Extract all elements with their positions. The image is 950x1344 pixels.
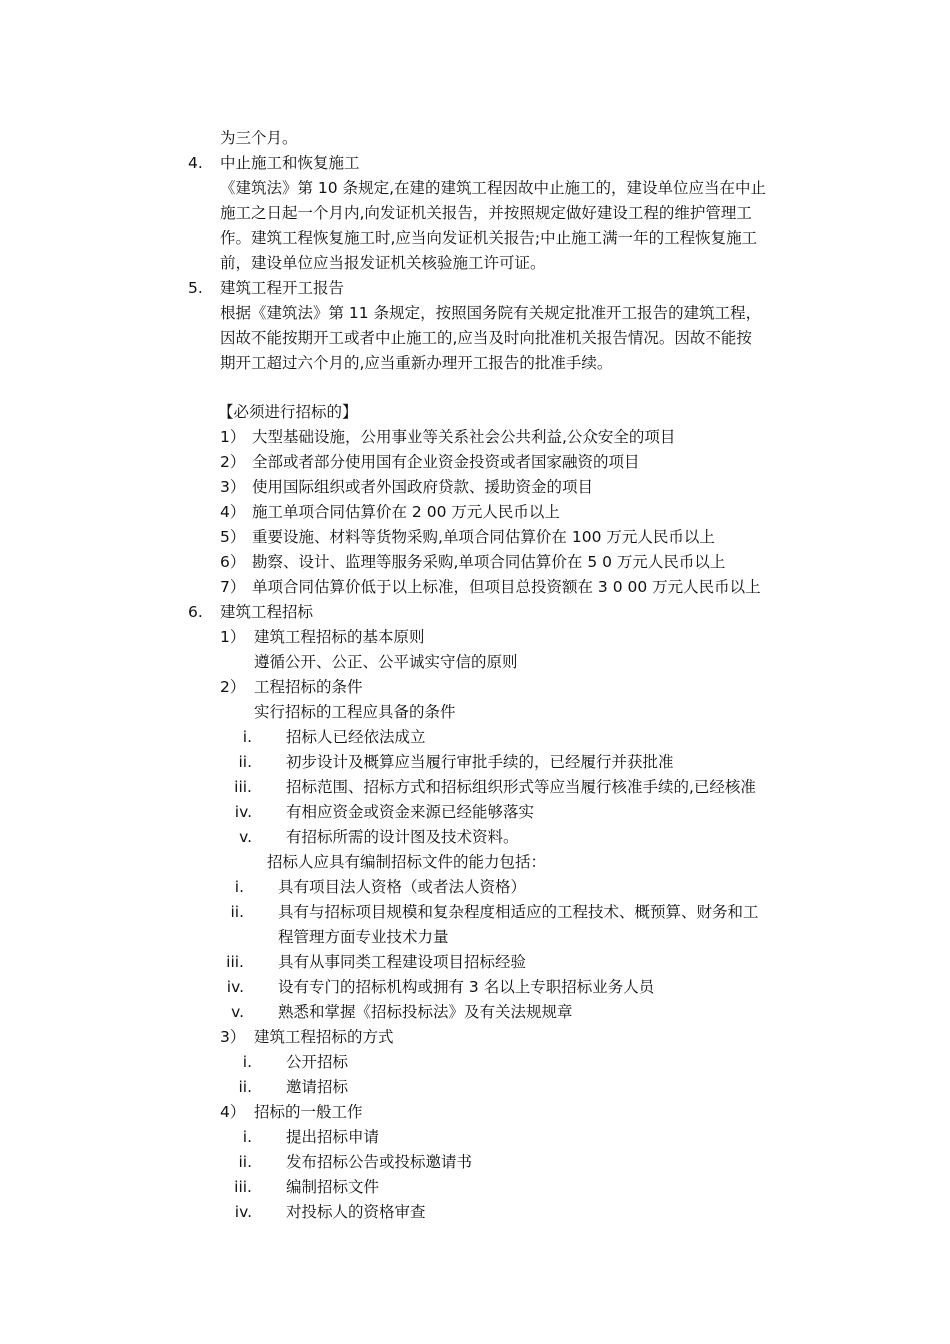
list-number: 4）	[220, 503, 246, 521]
list-number: 6）	[220, 553, 246, 571]
roman-number: i.	[242, 1053, 252, 1071]
paragraph-line: 因故不能按期开工或者中止施工的,应当及时向批准机关报告情况。因故不能按	[220, 329, 752, 347]
list-item: 单项合同估算价低于以上标准，但项目总投资额在 3 0 00 万元人民币以上	[252, 578, 761, 596]
subsection-number: 4）	[220, 1103, 246, 1121]
section-title: 建筑工程开工报告	[220, 279, 345, 297]
list-item: 提出招标申请	[286, 1128, 380, 1146]
roman-number: ii.	[230, 903, 244, 921]
paragraph-line: 遵循公开、公正、公平诚实守信的原则	[254, 653, 518, 671]
list-item: 具有从事同类工程建设项目招标经验	[278, 953, 527, 971]
paragraph-line: 招标人应具有编制招标文件的能力包括：	[267, 853, 547, 871]
list-item: 熟悉和掌握《招标投标法》及有关法规规章	[278, 1003, 573, 1021]
paragraph-line: 期开工超过六个月的,应当重新办理开工报告的批准手续。	[220, 354, 613, 372]
roman-number: iii.	[226, 953, 244, 971]
list-item: 大型基础设施，公用事业等关系社会公共利益,公众安全的项目	[252, 428, 676, 446]
bracket-heading: 【必须进行招标的】	[218, 403, 358, 421]
roman-number: v.	[231, 1003, 244, 1021]
section-title: 中止施工和恢复施工	[220, 154, 360, 172]
list-item: 施工单项合同估算价在 2 00 万元人民币以上	[252, 503, 560, 521]
subsection-number: 3）	[220, 1028, 246, 1046]
roman-number: i.	[242, 1128, 252, 1146]
list-item: 初步设计及概算应当履行审批手续的，已经履行并获批准	[286, 753, 674, 771]
list-item: 勘察、设计、监理等服务采购,单项合同估算价在 5 0 万元人民币以上	[252, 553, 726, 571]
section-number: 5.	[188, 279, 203, 297]
subsection-title: 工程招标的条件	[254, 678, 363, 696]
roman-number: ii.	[238, 753, 252, 771]
subsection-number: 2）	[220, 678, 246, 696]
subsection-title: 建筑工程招标的基本原则	[254, 628, 425, 646]
list-item: 设有专门的招标机构或拥有 3 名以上专职招标业务人员	[278, 978, 655, 996]
subsection-title: 招标的一般工作	[254, 1103, 363, 1121]
paragraph-line: 作。建筑工程恢复施工时,应当向发证机关报告;中止施工满一年的工程恢复施工	[220, 229, 758, 247]
roman-number: i.	[234, 878, 244, 896]
list-item: 编制招标文件	[286, 1178, 380, 1196]
roman-number: v.	[239, 828, 252, 846]
list-item: 对投标人的资格审查	[286, 1203, 426, 1221]
paragraph-line: 为三个月。	[220, 129, 298, 147]
section-number: 4.	[188, 154, 203, 172]
list-item-continuation: 程管理方面专业技术力量	[278, 928, 449, 946]
subsection-number: 1）	[220, 628, 246, 646]
roman-number: iv.	[234, 1203, 252, 1221]
list-number: 7）	[220, 578, 246, 596]
roman-number: iii.	[234, 1178, 252, 1196]
roman-number: iv.	[226, 978, 244, 996]
paragraph-line: 《建筑法》第 10 条规定,在建的建筑工程因故中止施工的，建设单位应当在中止	[220, 179, 767, 197]
list-item: 招标范围、招标方式和招标组织形式等应当履行核准手续的,已经核准	[286, 778, 756, 796]
roman-number: ii.	[238, 1153, 252, 1171]
list-number: 5）	[220, 528, 246, 546]
section-title: 建筑工程招标	[220, 603, 314, 621]
list-number: 3）	[220, 478, 246, 496]
list-item: 全部或者部分使用国有企业资金投资或者国家融资的项目	[252, 453, 640, 471]
list-item: 使用国际组织或者外国政府贷款、援助资金的项目	[252, 478, 594, 496]
list-item: 具有与招标项目规模和复杂程度相适应的工程技术、概预算、财务和工	[278, 903, 759, 921]
paragraph-line: 根据《建筑法》第 11 条规定，按照国务院有关规定批准开工报告的建筑工程，	[220, 304, 762, 322]
list-item: 邀请招标	[286, 1078, 349, 1096]
paragraph-line: 前，建设单位应当报发证机关核验施工许可证。	[220, 254, 546, 272]
list-item: 有招标所需的设计图及技术资料。	[286, 828, 519, 846]
list-item: 有相应资金或资金来源已经能够落实	[286, 803, 535, 821]
roman-number: i.	[242, 728, 252, 746]
subsection-title: 建筑工程招标的方式	[254, 1028, 394, 1046]
list-item: 公开招标	[286, 1053, 349, 1071]
paragraph-line: 实行招标的工程应具备的条件	[254, 703, 456, 721]
paragraph-line: 施工之日起一个月内,向发证机关报告，并按照规定做好建设工程的维护管理工	[220, 204, 752, 222]
roman-number: iii.	[234, 778, 252, 796]
list-number: 1）	[220, 428, 246, 446]
section-number: 6.	[188, 603, 203, 621]
list-item: 具有项目法人资格（或者法人资格）	[278, 878, 527, 896]
list-item: 重要设施、材料等货物采购,单项合同估算价在 100 万元人民币以上	[252, 528, 715, 546]
roman-number: iv.	[234, 803, 252, 821]
list-item: 发布招标公告或投标邀请书	[286, 1153, 473, 1171]
roman-number: ii.	[238, 1078, 252, 1096]
list-number: 2）	[220, 453, 246, 471]
list-item: 招标人已经依法成立	[286, 728, 426, 746]
